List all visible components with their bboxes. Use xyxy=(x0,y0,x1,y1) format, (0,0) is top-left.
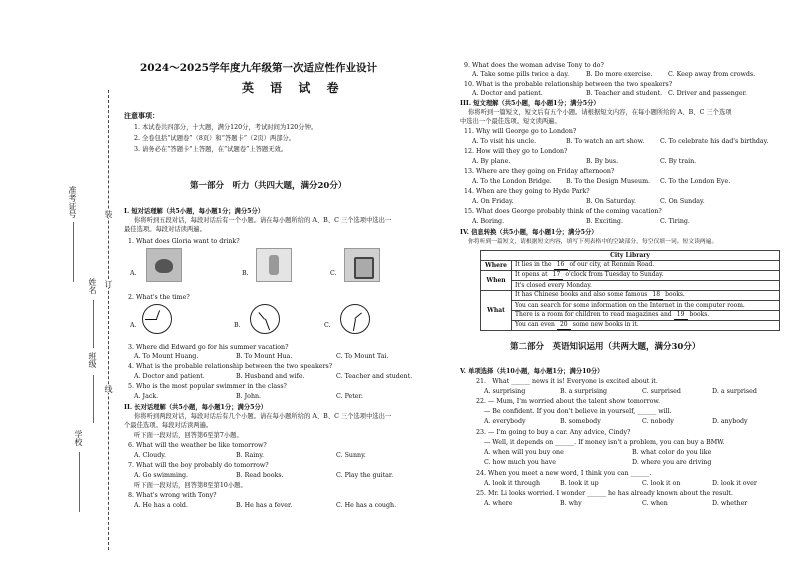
blank-line xyxy=(93,375,94,423)
option: A. By plane. xyxy=(472,158,511,165)
option: B. a surprising xyxy=(560,388,608,395)
table-cell: It opens at 17 o'clock from Tuesday to Sunday. xyxy=(512,271,780,281)
option-letter: B. xyxy=(242,270,249,277)
exam-title: 2024～2025学年度九年级第一次适应性作业设计 xyxy=(140,62,377,74)
mark-ding: 订 xyxy=(104,280,113,288)
table-cell: It's closed every Monday. xyxy=(512,281,780,291)
question-23-reply: — Well, it depends on ______. If money isn't a problem, you can buy a BMW. xyxy=(484,439,725,446)
question-4: 4. What is the probable relationship between the two speakers? xyxy=(128,363,333,370)
table-cell: There is a room for children to read magazines and 19 books. xyxy=(512,311,780,321)
option: A. Cloudy. xyxy=(134,452,166,459)
section3-desc: 你将听到一篇短文，短文后有五个小题。请根据短文内容，在每小题所给的 A、B、C 三个选项 xyxy=(468,109,732,116)
blank-line xyxy=(79,452,80,512)
option: B. To the Design Museum. xyxy=(566,178,651,185)
question-23: 23. — I'm going to buy a car. Any advice, Cindy? xyxy=(476,429,631,436)
option: A. Boring. xyxy=(472,218,505,225)
mark-xian: 线 xyxy=(104,385,113,393)
section1-desc: 最佳选项。每段对话读两遍。 xyxy=(124,226,206,233)
section4-desc: 你将听到一篇短文，请根据短文内容，填写下列表格中的空缺部分，每空仅填一词。短文读两遍。 xyxy=(468,239,718,245)
option: C. By train. xyxy=(660,158,697,165)
option: C. Play the guitar. xyxy=(336,472,394,479)
blank-17[interactable]: 17 xyxy=(549,271,563,280)
option: B. Exciting. xyxy=(586,218,623,225)
option: C. He has a cough. xyxy=(336,502,397,509)
question-21: 21. What ______ news it is! Everyone is excited about it. xyxy=(476,378,658,385)
subject-title: 英 语 试 卷 xyxy=(242,81,345,95)
drink-image-c xyxy=(344,248,380,282)
option: C. To celebrate his dad's birthday. xyxy=(660,138,769,145)
option: B. Read books. xyxy=(236,472,284,479)
mark-zhuang: 装 xyxy=(104,210,113,218)
option: A. To Mount Huang. xyxy=(134,353,199,360)
question-3: 3. Where did Edward go for his summer vacation? xyxy=(128,344,289,351)
option: D. anybody xyxy=(712,418,748,425)
drink-image-b xyxy=(256,248,292,282)
option: B. Do more exercise. xyxy=(586,71,653,78)
section3-desc: 中选出一个最佳选项。短文读两遍。 xyxy=(460,118,561,125)
option: B. somebody xyxy=(560,418,601,425)
option: B. Rainy. xyxy=(236,452,265,459)
option: A. Doctor and patient. xyxy=(472,90,543,97)
option: D. where you are driving xyxy=(632,459,712,466)
question-13: 13. Where are they going on Friday afternoon? xyxy=(464,168,615,175)
option: A. On Friday. xyxy=(472,198,514,205)
label-name: 姓名 xyxy=(88,278,97,294)
option: A. Doctor and patient. xyxy=(134,373,205,380)
clock-b-icon xyxy=(250,304,280,334)
option: A. everybody xyxy=(484,418,526,425)
option: A. Take some pills twice a day. xyxy=(472,71,570,78)
section2-desc: 你将听到两段对话，每段对话后有几个小题。请在每小题所给的 A、B、C 三个选项中选出一 xyxy=(134,413,392,420)
option: C. Keep away from crowds. xyxy=(668,71,756,78)
option: B. To Mount Hua. xyxy=(236,353,293,360)
option: A. Jack. xyxy=(134,393,159,400)
option: C. To Mount Tai. xyxy=(336,353,389,360)
question-22-reply: — Be confident. If you don't believe in yourself, ______ will. xyxy=(484,408,672,415)
label-exam-number: 准考证号 xyxy=(68,186,77,218)
question-6: 6. What will the weather be like tomorrow? xyxy=(128,442,267,449)
option: C. To the London Eye. xyxy=(660,178,731,185)
section1-desc: 你将听到五段对话，每段对话后有一个小题。请在每小题所给的 A、B、C 三个选项中选出一 xyxy=(134,217,392,224)
option: C. Tiring. xyxy=(660,218,690,225)
listen-instruction: 听下面一段对话，回答第8至第10小题。 xyxy=(134,482,247,489)
section2-desc: 个最佳选项。每段对话读两遍。 xyxy=(124,422,213,429)
option: B. what color do you like xyxy=(632,449,712,456)
option: B. look it up xyxy=(560,480,599,487)
table-cell: You can even 20 some new books in it. xyxy=(512,321,780,331)
option: C. Driver and passenger. xyxy=(668,90,747,97)
option-letter: C. xyxy=(324,322,331,329)
question-9: 9. What does the woman advise Tony to do? xyxy=(464,62,604,69)
question-8: 8. What's wrong with Tony? xyxy=(128,492,217,499)
option: A. look it through xyxy=(484,480,541,487)
notice-item: 1. 本试卷共四部分，十大题，满分120分，考试时间为120分钟。 xyxy=(134,124,318,131)
section5-title: V. 单项选择（共10小题，每小题1分；满分10分） xyxy=(460,368,604,375)
option: C. surprised xyxy=(642,388,681,395)
clock-a-icon xyxy=(142,304,172,334)
option: C. Sunny. xyxy=(336,452,366,459)
row-label-when: When xyxy=(481,271,512,291)
question-1: 1. What does Gloria want to drink? xyxy=(128,238,240,245)
row-label-what: What xyxy=(481,291,512,331)
option: B. John. xyxy=(236,393,262,400)
option: C. On Sunday. xyxy=(660,198,705,205)
notice-item: 3. 请务必在“答题卡”上答题，在“试题卷”上答题无效。 xyxy=(134,146,288,153)
option-letter: B. xyxy=(234,322,241,329)
option: B. Husband and wife. xyxy=(236,373,305,380)
option: B. To watch an art show. xyxy=(566,138,645,145)
option: A. To the London Bridge. xyxy=(472,178,552,185)
option: D. whether xyxy=(712,500,748,507)
question-14: 14. When are they going to Hyde Park? xyxy=(464,188,590,195)
question-22: 22. — Mum, I'm worried about the talent show tomorrow. xyxy=(476,398,661,405)
option: B. Teacher and student. xyxy=(586,90,663,97)
option: B. On Saturday. xyxy=(586,198,637,205)
blank-18[interactable]: 18 xyxy=(649,291,663,300)
option-letter: A. xyxy=(130,270,137,277)
option-letter: A. xyxy=(130,322,137,329)
table-header: City Library xyxy=(481,251,780,261)
option: A. To visit his uncle. xyxy=(472,138,537,145)
question-24: 24. When you meet a new word, I think you can ______. xyxy=(476,470,652,477)
option: C. look it on xyxy=(642,480,681,487)
question-5: 5. Who is the most popular swimmer in the class? xyxy=(128,383,287,390)
option: C. when xyxy=(642,500,668,507)
binding-dashed-line xyxy=(108,90,109,550)
question-2: 2. What's the time? xyxy=(128,294,190,301)
question-25: 25. Mr. Li looks worried. I wonder ______ he has already known about the result. xyxy=(476,490,733,497)
label-class: 班级 xyxy=(88,352,97,368)
blank-19[interactable]: 19 xyxy=(674,311,688,320)
option: A. He has a cold. xyxy=(134,502,188,509)
option: A. when will you buy one xyxy=(484,449,564,456)
blank-20[interactable]: 20 xyxy=(557,321,571,330)
option: C. Peter. xyxy=(336,393,363,400)
option-letter: C. xyxy=(330,270,337,277)
option: A. surprising xyxy=(484,388,526,395)
listen-instruction: 听下面一段对话，回答第6至第7小题。 xyxy=(134,432,243,439)
question-7: 7. What will the boy probably do tomorrow? xyxy=(128,462,269,469)
blank-16[interactable]: 16 xyxy=(554,261,568,270)
table-cell: You can search for some information on the Internet in the computer room. xyxy=(512,301,780,311)
drink-image-a xyxy=(146,248,182,282)
option: C. Teacher and student. xyxy=(336,373,413,380)
option: A. where xyxy=(484,500,513,507)
section2-title: II. 长对话理解（共5小题，每小题1分；满分5分） xyxy=(124,404,268,411)
option: A. Go swimming. xyxy=(134,472,189,479)
option: C. nobody xyxy=(642,418,674,425)
label-school: 学校 xyxy=(74,430,83,446)
question-10: 10. What is the probable relationship between the two speakers? xyxy=(464,81,673,88)
table-cell: It lies in the 16 of our city, at Renmin Road. xyxy=(512,261,780,271)
part1-title: 第一部分 听力（共四大题，满分20分） xyxy=(190,181,347,191)
option: C. how much you have xyxy=(484,459,556,466)
question-12: 12. How will they go to London? xyxy=(464,148,568,155)
table-cell: It has Chinese books and also some famous 18 books. xyxy=(512,291,780,301)
binding-strip xyxy=(0,0,118,567)
option: D. a surprised xyxy=(712,388,757,395)
section3-title: III. 短文理解（共5小题，每小题1分；满分5分） xyxy=(460,100,600,107)
option: B. why xyxy=(560,500,582,507)
blank-line xyxy=(73,222,74,282)
option: B. By bus. xyxy=(586,158,619,165)
option: D. look it over xyxy=(712,480,757,487)
option: B. He has a fever. xyxy=(236,502,293,509)
notice-title: 注意事项： xyxy=(124,111,159,120)
library-table xyxy=(480,250,780,331)
section4-title: IV. 信息转换（共5小题，每小题1分；满分5分） xyxy=(460,229,598,236)
blank-line xyxy=(93,300,94,348)
part2-title: 第二部分 英语知识运用（共两大题，满分30分） xyxy=(510,342,701,352)
question-15: 15. What does George probably think of the coming vacation? xyxy=(464,208,662,215)
clock-c-icon xyxy=(340,304,370,334)
notice-item: 2. 全卷包括“试题卷”（8页）和“答题卡”（2页）两部分。 xyxy=(134,135,296,142)
section1-title: I. 短对话理解（共5小题，每小题1分；满分5分） xyxy=(124,208,265,215)
row-label-where: Where xyxy=(481,261,512,271)
question-11: 11. Why will George go to London? xyxy=(464,128,577,135)
